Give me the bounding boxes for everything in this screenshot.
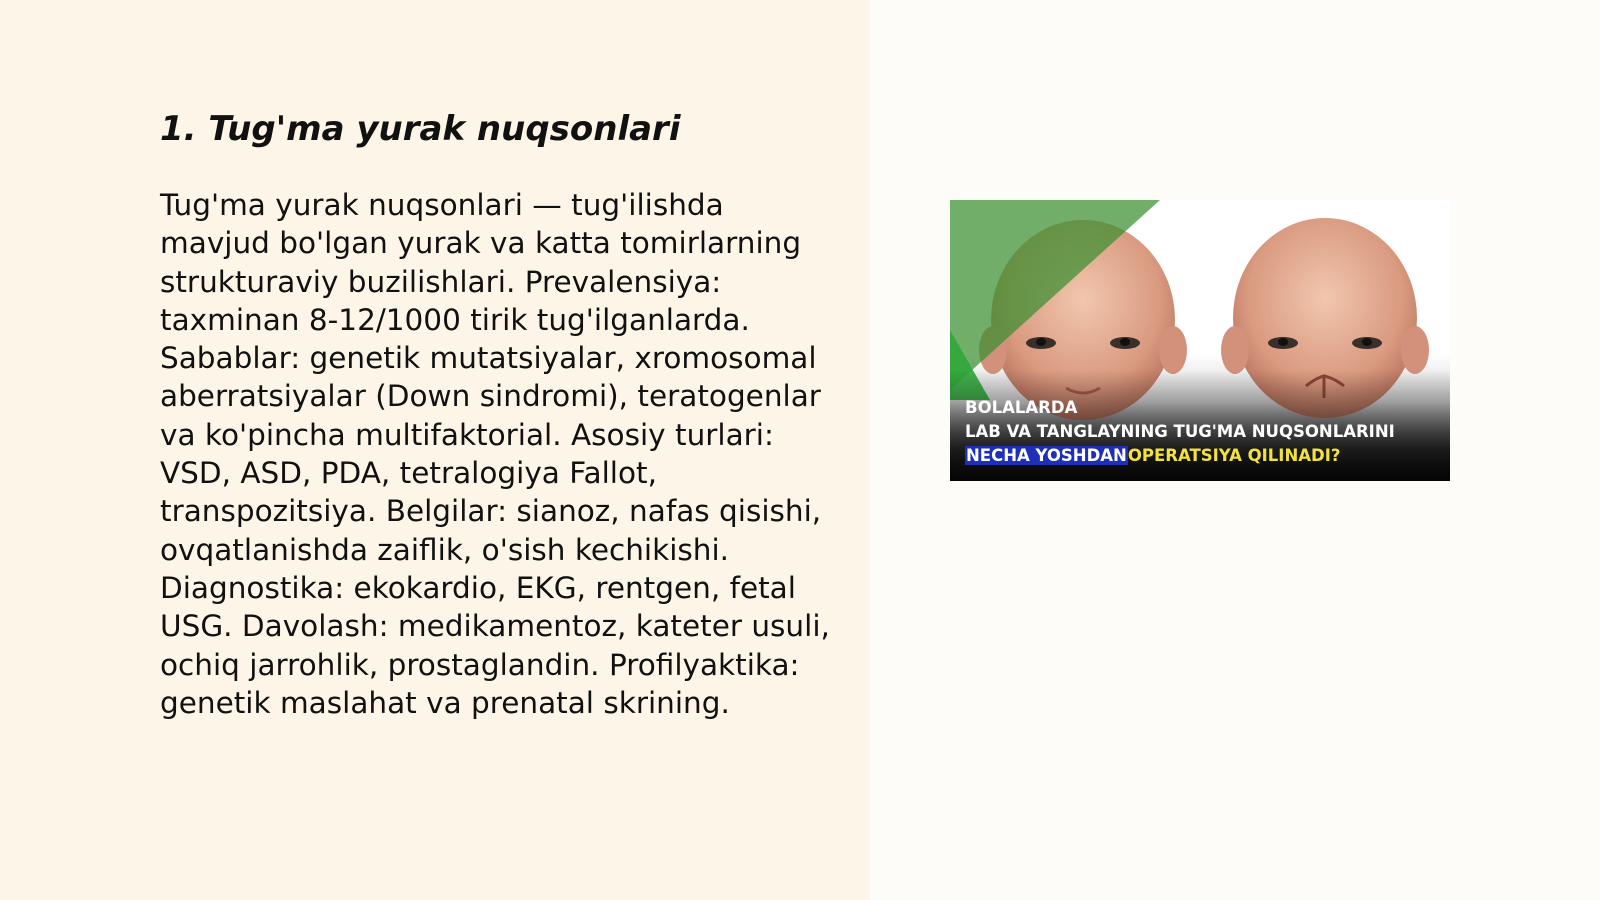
- video-thumbnail[interactable]: [950, 200, 1450, 481]
- caption-line-2: LAB VA TANGLAYNING TUG'MA NUQSONLARINI: [965, 422, 1395, 441]
- caption-line-1: BOLALARDA: [965, 398, 1078, 417]
- caption-highlight: NECHA YOSHDAN: [966, 446, 1127, 465]
- caption-question: OPERATSIYA QILINADI?: [1127, 446, 1341, 465]
- thumbnail-caption: [965, 396, 1395, 468]
- slide-body-text: Tug'ma yurak nuqsonlari — tug'ilishda mavjud bo'lgan yurak va katta tomirlarning strukturaviy buzilishlari. Prevalensiya: taxminan 8-12/1000 tirik tug'ilganlarda. Sabablar: genetik mutatsiyalar, xromosomal aberratsiyalar (Down sindromi), teratogenlar va ko'pincha multifaktorial. Asosiy turlari: VSD, ASD, PDA, tetralogiya Fallot, transpozitsiya. Belgilar: sianoz, nafas qisishi, ovqatlanishda zaiflik, o'sish kechikishi. Diagnostika: ekokardio, EKG, rentgen, fetal USG. Davolash: medikamentoz, kateter usuli, ochiq jarrohlik, prostaglandin. Profilyaktika: genetik maslahat va prenatal skrining.: [160, 188, 830, 720]
- caption-line-3: [965, 444, 1395, 468]
- slide-heading: 1. Tug'ma yurak nuqsonlari: [160, 109, 681, 149]
